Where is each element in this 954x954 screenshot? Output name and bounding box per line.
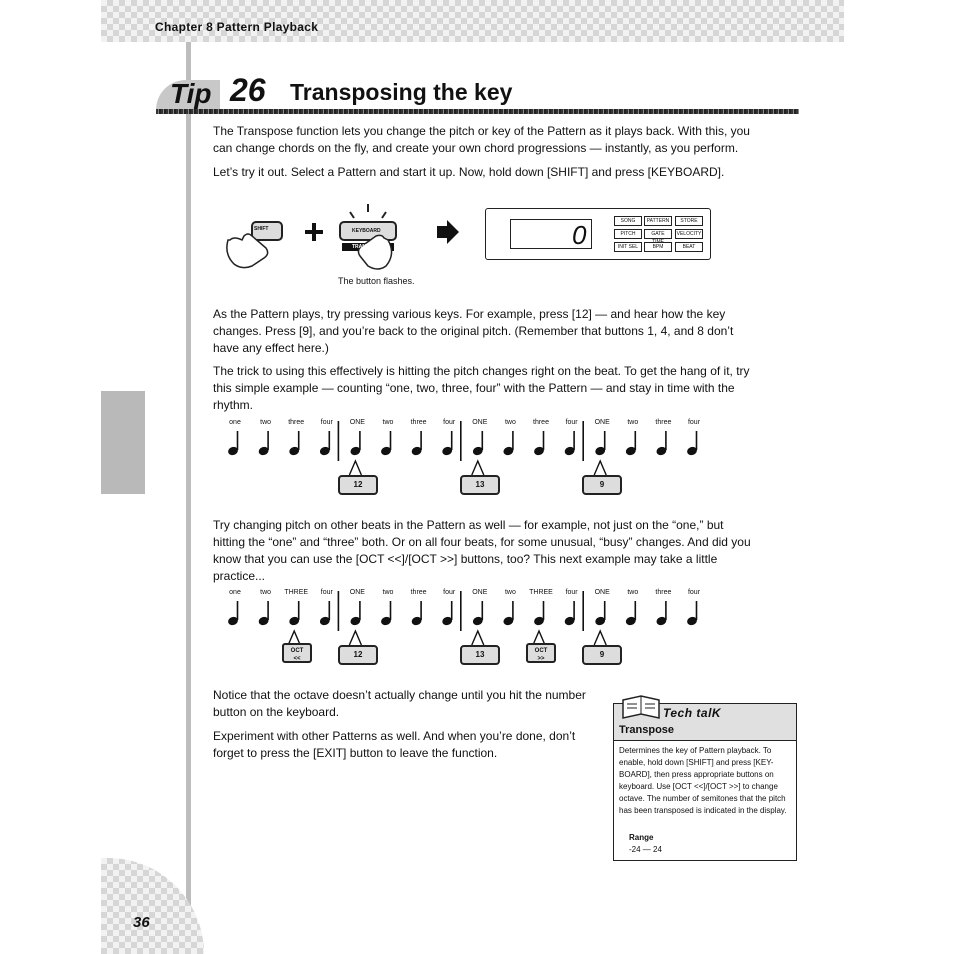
figure-caption: The button flashes. [338,276,415,286]
beat-label: four [320,589,333,596]
techtalk-divider [614,740,796,741]
beat-pointer [349,461,361,475]
paragraph-intro: The Transpose function lets you change the pitch or key of the Pattern as it plays back. With this, you can change chords on the fly, and create your own chord progressions — instantly, as you perform. [213,124,750,155]
lcd-button-bpm: BPM [644,242,672,252]
paragraph-press-keys: As the Pattern plays, try pressing various keys. For example, press [12] — and hear how the key changes. Press [9], and you’re back to the original pitch. (Remember that buttons 1, 4, and 8 don’t have any effect here.) [213,307,734,355]
keyboard-label: KEYBOARD [352,228,381,234]
beat-label: two [504,419,516,426]
oct-up-button: OCT >> [526,643,556,663]
book-icon [621,694,661,720]
beat-label: THREE [529,589,553,596]
rhythm-diagram-2 [220,589,720,679]
rhythm-notes-1 [220,419,720,509]
beat-pointer [594,631,606,645]
lcd-button-song: SONG [614,216,642,226]
key-13-button: 13 [460,475,500,495]
beat-label: three [655,419,672,426]
beat-label: two [627,589,639,596]
rhythm-notes-2 [220,589,720,679]
page-number: 36 [133,914,150,931]
margin-rule [186,42,191,954]
beat-label: ONE [349,419,365,426]
beat-pointer [594,461,606,475]
flash-icon [350,204,386,218]
beat-pointer [472,461,484,475]
arrow-right-icon [437,220,459,244]
shift-label: SHIFT [254,226,269,232]
beat-label: three [410,589,427,596]
paragraph-experiment: Experiment with other Patterns as well. And when you’re done, don’t forget to press the [EXIT] button to leave the function. [213,729,576,760]
beat-label: one [229,419,241,426]
lcd-button-pitch: PITCH [614,229,642,239]
page-title: Transposing the key [290,79,513,105]
lcd-button-pattern: PATTERN [644,216,672,226]
plus-icon [305,223,323,241]
key-9-button: 9 [582,645,622,665]
beat-label: three [655,589,672,596]
beat-label: two [382,589,394,596]
lcd-button-init-sel: INIT SEL [614,242,642,252]
title-underline [156,109,799,114]
tip-label: Tip [170,78,212,109]
beat-label: ONE [472,419,488,426]
beat-label: two [260,589,272,596]
beat-label: two [627,419,639,426]
techtalk-body: Determines the key of Pattern playback. To enable, hold down [SHIFT] and press [KEY-BOARD], then press appropriate buttons on keyboard. Use [OCT <<]/[OCT >>] to change octave. The number of semitones that the pitch has been transposed is indicated in the display. [619,746,787,815]
beat-label: two [504,589,516,596]
paragraph-octave-note: Notice that the octave doesn’t actually change until you hit the number button on the keyboard. [213,688,586,719]
tip-number: 26 [230,72,266,108]
paragraph-on-beat: The trick to using this effectively is hitting the pitch changes right on the beat. To get the hang of it, try this simple example — counting “one, two, three, four” with the Pattern — and stay in time with the rhythm. [213,364,750,412]
lcd-value: 0 [572,220,587,250]
beat-label: four [320,419,333,426]
beat-pointer [472,631,484,645]
paragraph-try: Let’s try it out. Select a Pattern and start it up. Now, hold down [SHIFT] and press [KEYBOARD]. [213,165,725,179]
lcd-button-beat: BEAT [675,242,703,252]
beat-label: two [260,419,272,426]
techtalk-range-label: Range [629,833,654,842]
lcd-button-gate-time: GATE TIME [644,229,672,239]
key-13-button: 13 [460,645,500,665]
beat-label: three [533,419,549,426]
beat-label: four [565,419,578,426]
section-tab [101,391,145,494]
beat-label: four [443,589,456,596]
beat-label: four [687,589,701,596]
lcd-button-store: STORE [675,216,703,226]
beat-label: one [229,589,241,596]
techtalk-range-value: -24 — 24 [629,845,662,854]
beat-label: THREE [284,589,309,596]
beat-pointer [349,631,361,645]
transpose-label: TRANSPOSE [352,244,384,250]
beat-label: four [565,589,578,596]
techtalk-heading: Tech talK [663,706,722,720]
chapter-title: Chapter 8 Pattern Playback [155,20,319,34]
beat-label: ONE [472,589,488,596]
beat-label: three [288,419,305,426]
oct-down-button: OCT << [282,643,312,663]
beat-label: two [382,419,394,426]
rhythm-diagram-1 [220,419,720,509]
paragraph-other-beats: Try changing pitch on other beats in the Pattern as well — for example, not just on the “one,” but hitting the “one” and “three” both. Or on all four beats, for some unusual, “busy” changes. And did you know that you can use the [OCT <<]/[OCT >>] buttons, too? This next example may take a little practice... [213,518,751,583]
beat-label: four [443,419,456,426]
beat-label: four [687,419,701,426]
techtalk-term: Transpose [619,724,675,736]
key-12-button: 12 [338,475,378,495]
lcd-button-velocity: VELOCITY [676,231,702,237]
beat-label: ONE [349,589,365,596]
shift-keyboard-figure [220,200,460,275]
beat-label: ONE [594,419,610,426]
key-9-button: 9 [582,475,622,495]
beat-label: three [410,419,427,426]
beat-label: ONE [594,589,610,596]
key-12-button: 12 [338,645,378,665]
